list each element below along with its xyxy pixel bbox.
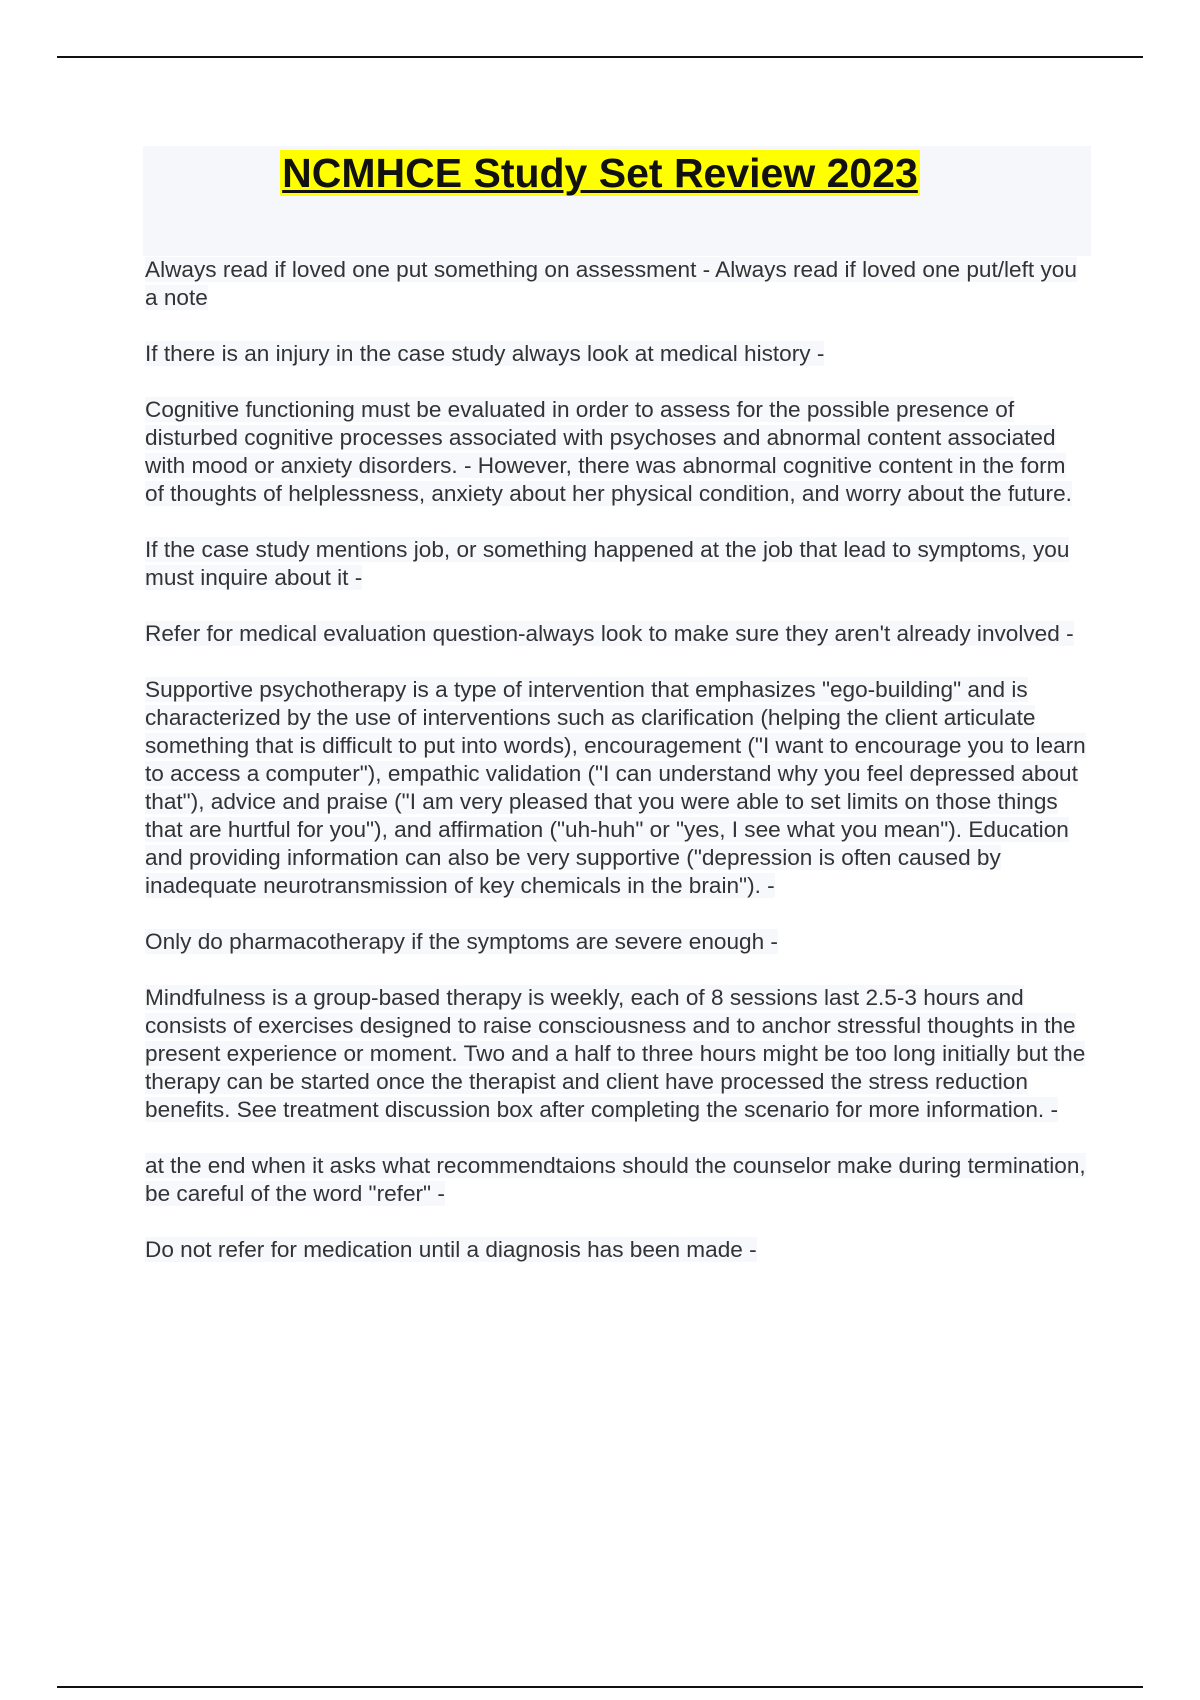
bottom-rule [57,1686,1143,1688]
study-entry-10: Do not refer for medication until a diagnosis has been made - [145,1237,757,1262]
study-entry-2: If there is an injury in the case study always look at medical history - [145,341,825,366]
study-entry-7: Only do pharmacotherapy if the symptoms are severe enough - [145,929,778,954]
study-entry-8: Mindfulness is a group-based therapy is weekly, each of 8 sessions last 2.5-3 hours and consists of exercises designed to raise consciousness and to anchor stressful thoughts in the present experience or moment. Two and a half to three hours might be too long initially but the therapy can be started once the therapist and client have processed the stress reduction benefits. See treatment discussion box after completing the scenario for more information. - [145,985,1086,1122]
study-entry-9: at the end when it asks what recommendtaions should the counselor make during termination, be careful of the word "refer" - [145,1153,1086,1206]
study-entry-1: Always read if loved one put something on assessment - Always read if loved one put/left you a note [145,257,1077,310]
study-entry-6: Supportive psychotherapy is a type of intervention that emphasizes "ego-building" and is characterized by the use of interventions such as clarification (helping the client articulate something that is difficult to put into words), encouragement ("I want to encourage you to learn to access a computer"), empathic validation ("I can understand why you feel depressed about that"), advice and praise ("I am very pleased that you were able to set limits on those things that are hurtful for you"), and affirmation ("uh-huh" or "yes, I see what you mean"). Education and providing information can also be very supportive ("depression is often caused by inadequate neurotransmission of key chemicals in the brain"). - [145,677,1086,898]
document-body [145,256,1090,1292]
study-entry-4: If the case study mentions job, or something happened at the job that lead to symptoms, you must inquire about it - [145,537,1070,590]
study-entry-5: Refer for medical evaluation question-always look to make sure they aren't already involved - [145,621,1074,646]
top-rule [57,56,1143,58]
page-title-text: NCMHCE Study Set Review 2023 [282,150,918,196]
study-entry-3: Cognitive functioning must be evaluated in order to assess for the possible presence of disturbed cognitive processes associated with psychoses and abnormal content associated with mood or anxiety disorders. - However, there was abnormal cognitive content in the form of thoughts of helplessness, anxiety about her physical condition, and worry about the future. [145,397,1072,506]
page-title [0,148,1200,198]
